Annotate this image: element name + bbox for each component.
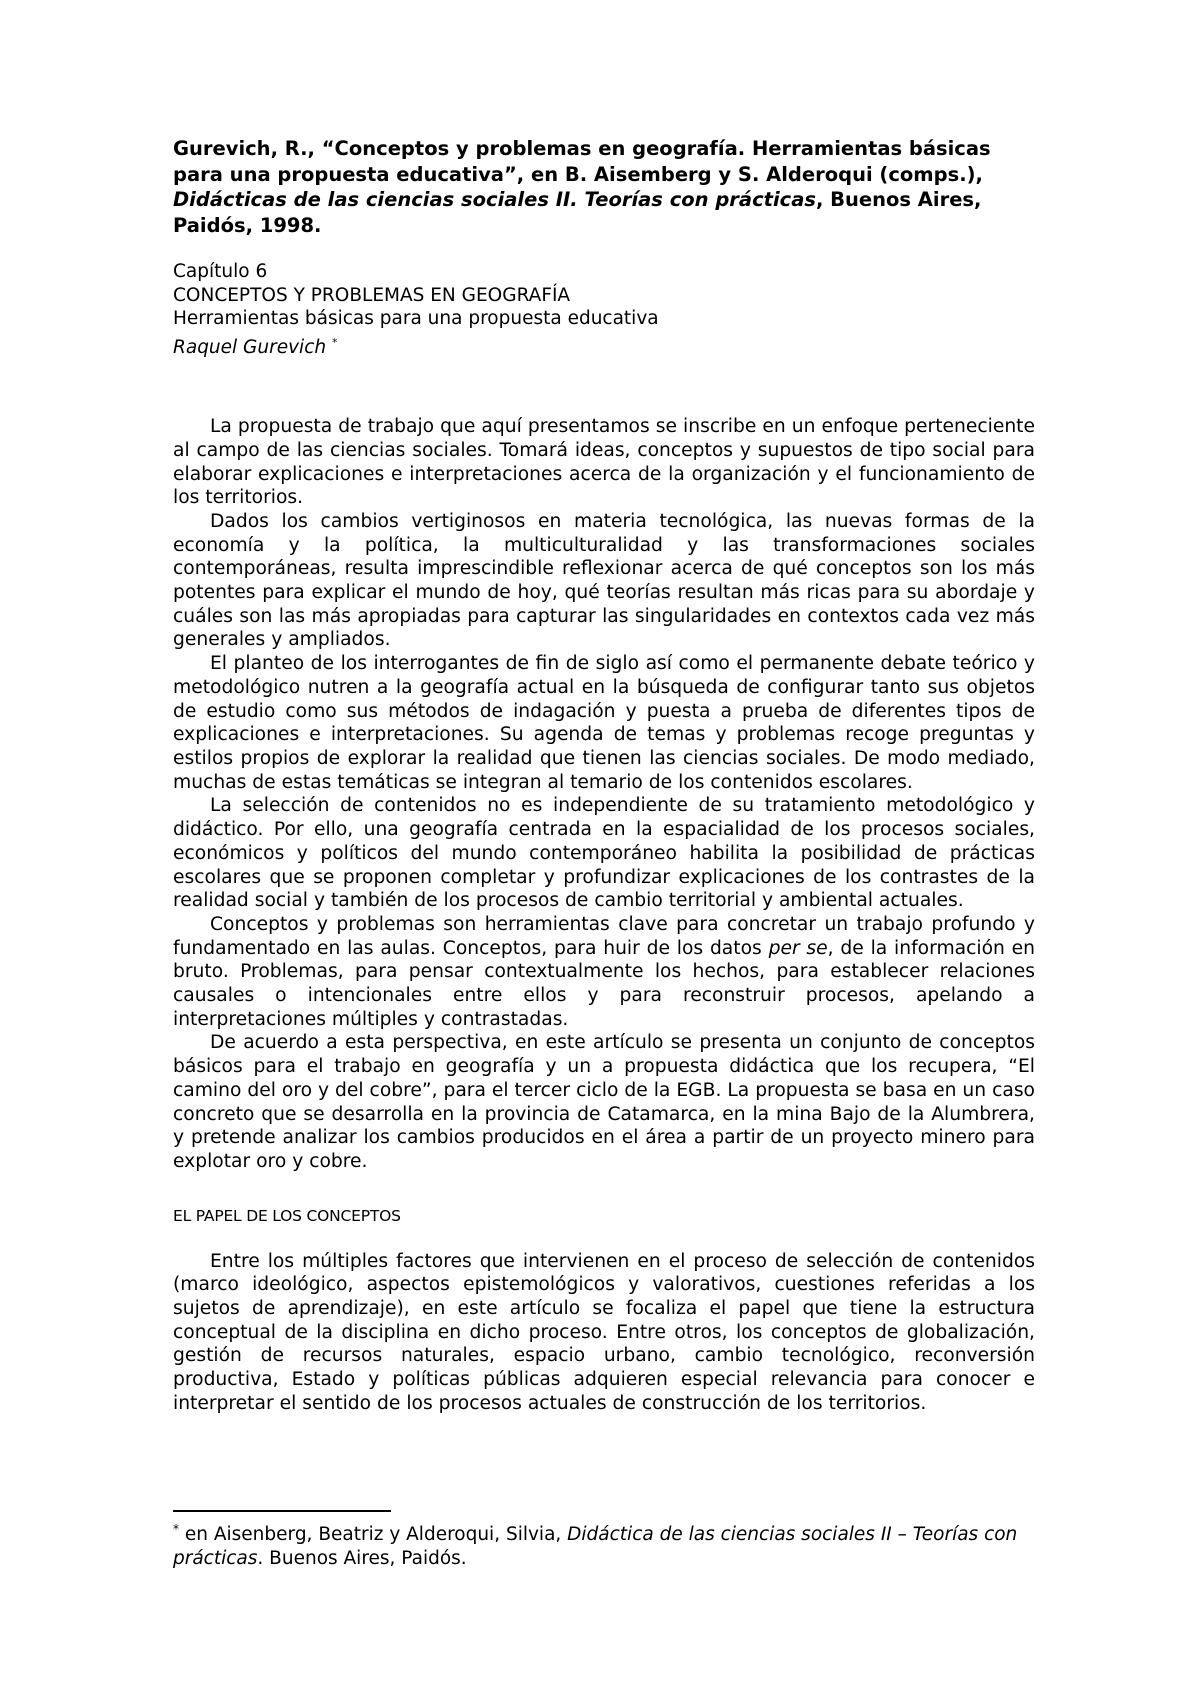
chapter-number: Capítulo 6 [173, 261, 268, 282]
paragraph: La selección de contenidos no es independiente de su tratamiento metodológico y didáctico. Por ello, una geografía centrada en la espacialidad de los procesos sociales, económicos y políticos del mundo contemporáneo habilita la posibilidad de prácticas escolares que se proponen completar y profundizar explicaciones de los contrastes de la realidad social y también de los procesos de cambio territorial y ambiental actuales. [173, 795, 1035, 912]
citation-book-title: Didácticas de las ciencias sociales II. Teorías con prácticas [173, 188, 816, 211]
paragraph: De acuerdo a esta perspectiva, en este artículo se presenta un conjunto de conceptos básicos para el trabajo en geografía y un a propuesta didáctica que los recupera, “El camino del oro y del cobre”, para el tercer ciclo de la EGB. La propuesta se basa en un caso concreto que se desarrolla en la provincia de Catamarca, en la mina Bajo de la Alumbrera, y pretende analizar los cambios producidos en el área a partir de un proyecto minero para explotar oro y cobre. [173, 1032, 1035, 1172]
author-name: Raquel Gurevich [173, 336, 327, 358]
paragraph [173, 913, 1035, 1032]
body-text [173, 415, 1035, 1174]
section-heading: EL PAPEL DE LOS CONCEPTOS [173, 1206, 401, 1225]
paragraph: Entre los múltiples factores que intervienen en el proceso de selección de contenidos (marco ideológico, aspectos epistemológicos y valorativos, cuestiones referidas a los sujetos de aprendizaje), en este artículo se focaliza el papel que tiene la estructura conceptual de la disciplina en dicho proceso. Entre otros, los conceptos de globalización, gestión de recursos naturales, espacio urbano, cambio tecnológico, reconversión productiva, Estado y políticas públicas adquieren especial relevancia para conocer e interpretar el sentido de los procesos actuales de construcción de los territorios. [173, 1250, 1035, 1414]
footnote-text: en Aisenberg, Beatriz y Alderoqui, Silvia, [179, 1524, 568, 1546]
chapter-header [173, 260, 1035, 359]
paragraph-text: , de la información en bruto. Problemas, para pensar contextualmente los hechos, para establecer relaciones causales o intencionales entre ellos y para reconstruir procesos, apelando a interpretaciones múltiples y contrastadas. [173, 937, 1035, 1030]
footnote-separator [173, 1510, 391, 1512]
footnote-mark: * [173, 1522, 179, 1536]
paragraph: Dados los cambios vertiginosos en materia tecnológica, las nuevas formas de la economía y la política, la multiculturalidad y las transformaciones sociales contemporáneas, resulta imprescindible reflexionar acerca de qué conceptos son los más potentes para explicar el mundo de hoy, qué teorías resultan más ricas para su abordaje y cuáles son las más apropiadas para capturar las singularidades en contextos cada vez más generales y ampliados. [173, 510, 1035, 651]
footnote-book-title: Didáctica de las ciencias sociales II – Teorías con prácticas [173, 1524, 1018, 1569]
paragraph-text: Conceptos y problemas son herramientas clave para concretar un trabajo profundo y fundamentado en las aulas. Conceptos, para huir de los datos [173, 913, 1035, 959]
footnote [173, 1518, 1035, 1570]
paragraph: El planteo de los interrogantes de fin de siglo así como el permanente debate teórico y metodológico nutren a la geografía actual en la búsqueda de configurar tanto sus objetos de estudio como sus métodos de indagación y puesta a prueba de diferentes tipos de explicaciones e interpretaciones. Su agenda de temas y problemas recoge preguntas y estilos propios de explorar la realidad que tienen las ciencias sociales. De modo mediado, muchas de estas temáticas se integran al temario de los contenidos escolares. [173, 653, 1035, 793]
footnote-publisher: . Buenos Aires, Paidós. [257, 1547, 467, 1569]
bibliographic-citation [173, 136, 1035, 238]
chapter-author [173, 331, 1035, 360]
chapter-title: CONCEPTOS Y PROBLEMAS EN GEOGRAFÍA [173, 284, 571, 306]
chapter-subtitle: Herramientas básicas para una propuesta educativa [173, 308, 659, 329]
italic-phrase: per se [768, 937, 828, 959]
paragraph: La propuesta de trabajo que aquí presentamos se inscribe en un enfoque perteneciente al campo de las ciencias sociales. Tomará ideas, conceptos y supuestos de tipo social para elaborar explicaciones e interpretaciones acerca de la organización y el funcionamiento de los territorios. [173, 416, 1035, 509]
citation-publisher: , Buenos Aires, Paidós, 1998. [173, 188, 982, 237]
footnote-reference-mark: * [332, 335, 338, 349]
document-page [173, 136, 1035, 1416]
citation-text: Gurevich, R., “Conceptos y problemas en geografía. Herramientas básicas para una propuesta educativa”, en B. Aisemberg y S. Alderoqui (comps.), [173, 137, 991, 186]
section-body [173, 1250, 1035, 1416]
